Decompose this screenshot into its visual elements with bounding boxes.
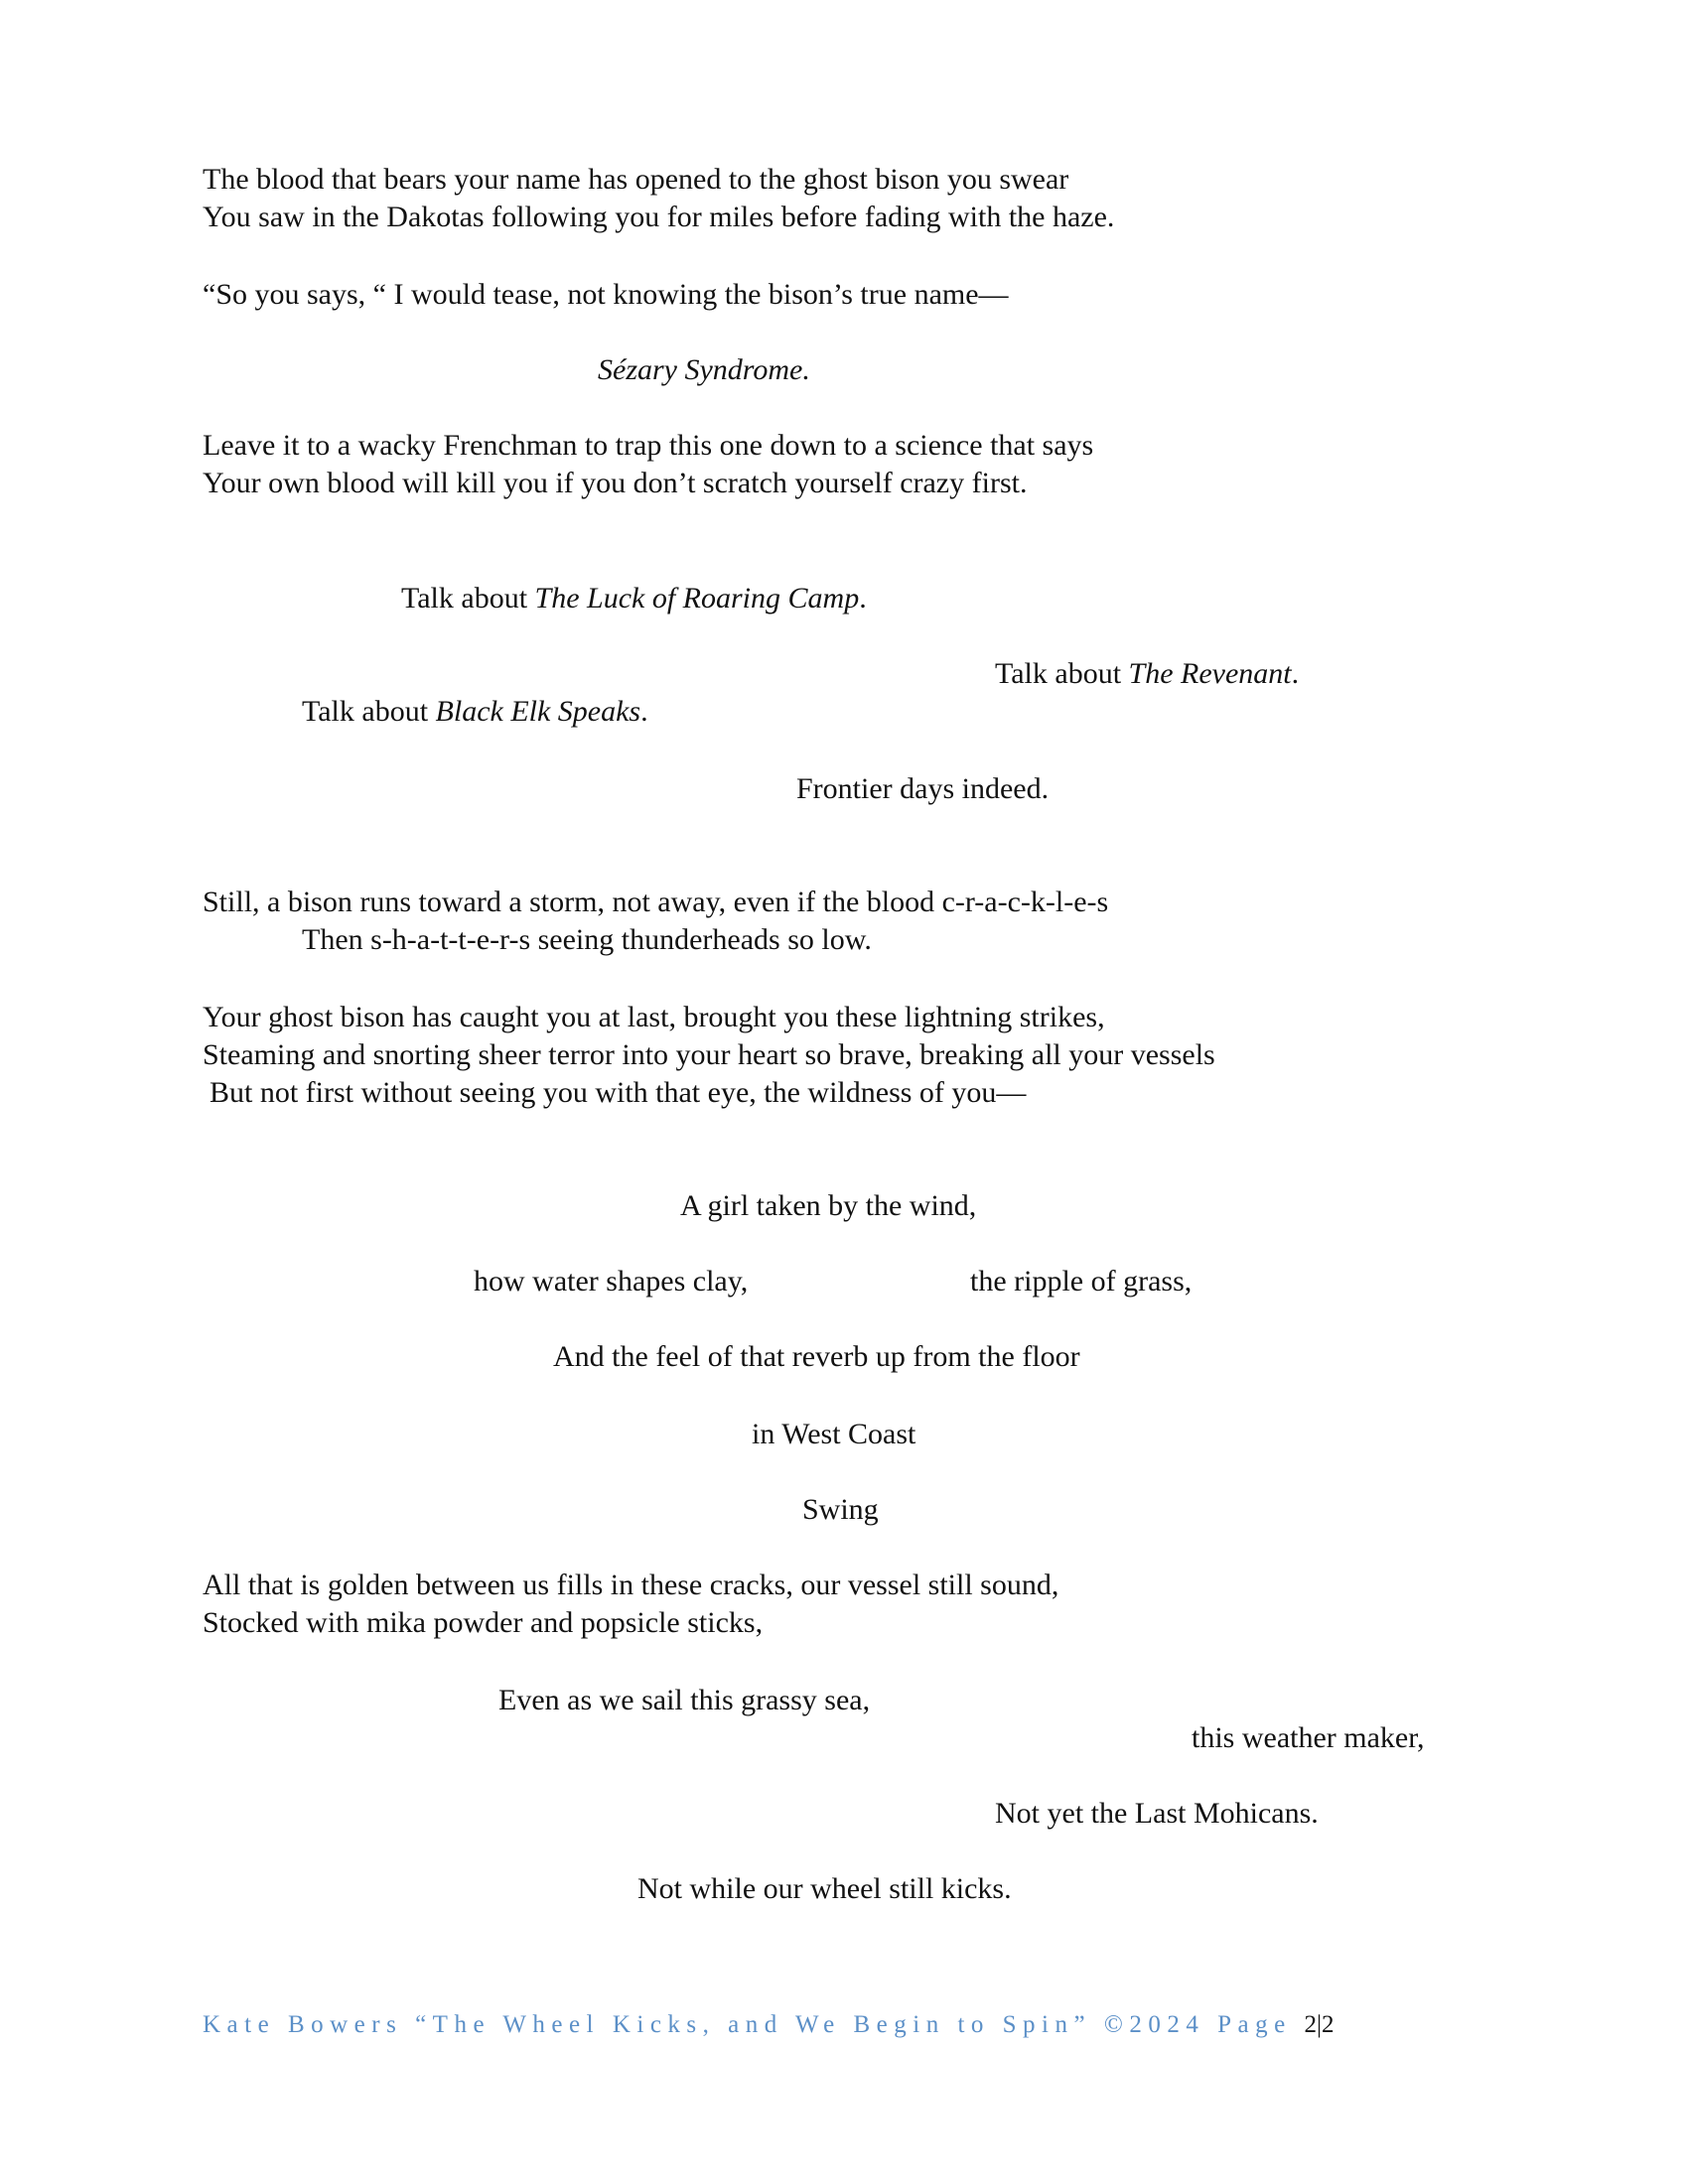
poem-line: Frontier days indeed. — [796, 772, 1050, 805]
poem-line: Not yet the Last Mohicans. — [995, 1797, 1319, 1830]
page-separator: | — [1316, 2011, 1322, 2038]
poem-line: A girl taken by the wind, — [680, 1189, 977, 1222]
poem-line: Even as we sail this grassy sea, — [498, 1684, 871, 1716]
poem-line: All that is golden between us fills in these cracks, our vessel still sound, — [203, 1569, 1059, 1601]
talk-suffix: . — [640, 695, 648, 728]
poem-line: Swing — [802, 1493, 879, 1526]
poem-line: Not while our wheel still kicks. — [637, 1872, 1012, 1905]
book-title: The Revenant — [1128, 657, 1292, 690]
poem-line: Steaming and snorting sheer terror into your heart so brave, breaking all your vessels — [203, 1038, 1215, 1071]
poem-line: Then s-h-a-t-t-e-r-s seeing thunderheads so low. — [302, 923, 872, 956]
poem-line: in West Coast — [752, 1418, 916, 1450]
syndrome-name: Sézary Syndrome. — [598, 353, 810, 386]
talk-prefix: Talk about — [302, 695, 436, 728]
poem-line: The blood that bears your name has opened to the ghost bison you swear — [203, 163, 1069, 196]
page-number: 2 — [1304, 2011, 1317, 2038]
poem-line-talk-about — [401, 580, 867, 617]
page-footer — [203, 2011, 1334, 2039]
poem-line: You saw in the Dakotas following you for miles before fading with the haze. — [203, 201, 1115, 233]
book-title: Black Elk Speaks — [435, 695, 641, 728]
poem-line-talk-about — [302, 693, 648, 731]
poem-line-talk-about — [995, 655, 1299, 693]
talk-prefix: Talk about — [401, 582, 535, 614]
poem-line: And the feel of that reverb up from the floor — [553, 1340, 1080, 1373]
footer-text: Kate Bowers “The Wheel Kicks, and We Begin to Spin” ©2024 Page — [203, 2011, 1292, 2038]
poem-line: Stocked with mika powder and popsicle sticks, — [203, 1606, 764, 1639]
poem-line: Leave it to a wacky Frenchman to trap this one down to a science that says — [203, 429, 1094, 462]
poem-line: Your own blood will kill you if you don’t scratch yourself crazy first. — [203, 467, 1028, 499]
talk-suffix: . — [1291, 657, 1300, 690]
poem-line: “So you says, “ I would tease, not knowing the bison’s true name— — [203, 278, 1009, 311]
poem-line: this weather maker, — [1192, 1721, 1425, 1754]
talk-prefix: Talk about — [995, 657, 1129, 690]
talk-suffix: . — [859, 582, 867, 614]
poem-line: how water shapes clay, — [474, 1265, 749, 1297]
book-title: The Luck of Roaring Camp — [534, 582, 860, 614]
page-total: 2 — [1321, 2011, 1335, 2038]
poem-line: But not first without seeing you with that eye, the wildness of you— — [210, 1076, 1027, 1109]
poem-line-italic — [598, 351, 810, 389]
poem-line: the ripple of grass, — [970, 1265, 1193, 1297]
poem-line: Your ghost bison has caught you at last, brought you these lightning strikes, — [203, 1001, 1105, 1033]
poem-line: Still, a bison runs toward a storm, not away, even if the blood c-r-a-c-k-l-e-s — [203, 886, 1109, 918]
